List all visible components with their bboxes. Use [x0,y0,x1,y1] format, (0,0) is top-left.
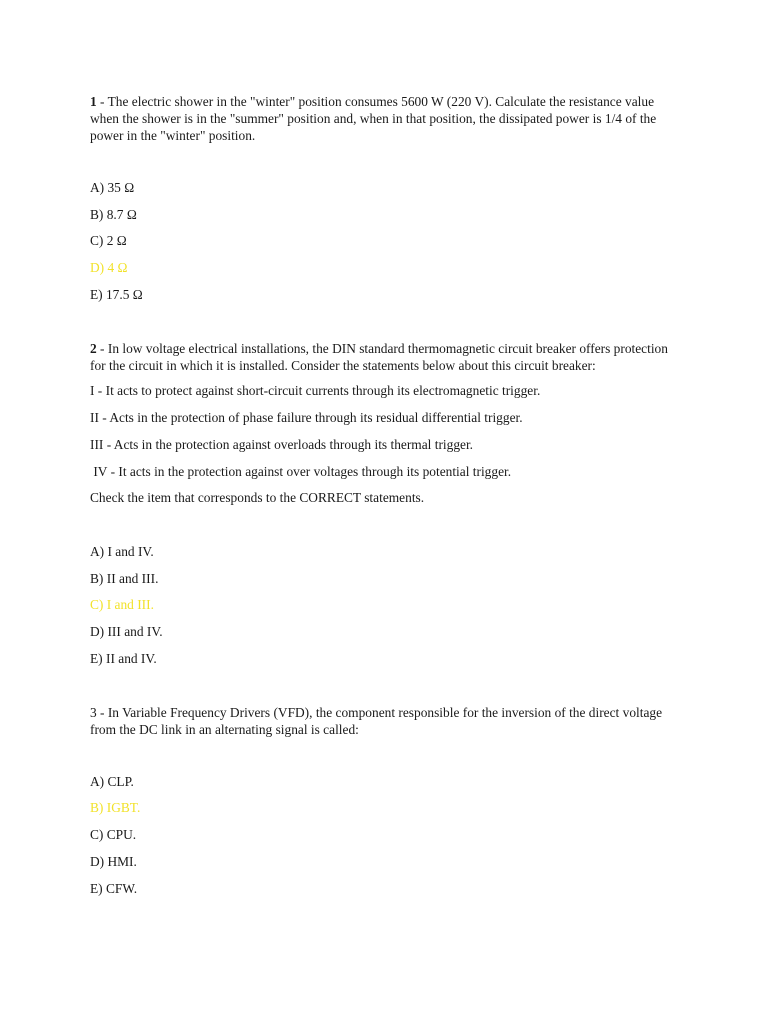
question-1-stem [90,93,680,144]
question-1-option-d-correct: D) 4 Ω [90,260,128,275]
question-2-statement-2: II - Acts in the protection of phase failure through its residual differential trigger. [90,410,523,425]
question-1-option-a: A) 35 Ω [90,180,135,195]
question-3-stem: 3 - In Variable Frequency Drivers (VFD), the component responsible for the inversion of the direct voltage from the DC link in an alternating signal is called: [90,705,663,737]
question-2-text: - In low voltage electrical installations, the DIN standard thermomagnetic circuit breaker offers protection for the circuit in which it is installed. Consider the statements below about this circuit breaker: [90,341,668,373]
question-3-option-e: E) CFW. [90,881,138,896]
question-2-option-a: A) I and IV. [90,544,154,559]
question-1-option-c: C) 2 Ω [90,233,127,248]
question-2-instruction: Check the item that corresponds to the CORRECT statements. [90,490,425,505]
question-2-option-e: E) II and IV. [90,651,157,666]
question-3-option-a: A) CLP. [90,774,134,789]
question-2-number: 2 [90,341,97,356]
question-3-option-d: D) HMI. [90,854,137,869]
question-2-statement-3: III - Acts in the protection against overloads through its thermal trigger. [90,437,474,452]
question-1-option-e: E) 17.5 Ω [90,287,143,302]
question-2-statement-4: IV - It acts in the protection against over voltages through its potential trigger. [90,464,512,479]
question-1-number: 1 [90,94,97,109]
question-3-option-b-correct: B) IGBT. [90,800,141,815]
question-1-option-b: B) 8.7 Ω [90,207,137,222]
question-2-option-b: B) II and III. [90,571,159,586]
question-2-stem [90,340,680,374]
question-2-option-d: D) III and IV. [90,624,163,639]
question-1-text: - The electric shower in the "winter" position consumes 5600 W (220 V). Calculate the resistance value when the shower is in the "summer" position and, when in that position, the dissipated power is 1/4 of the power in the "winter" position. [90,94,657,143]
question-2-option-c-correct: C) I and III. [90,597,154,612]
question-2-statement-1: I - It acts to protect against short-circuit currents through its electromagnetic trigger. [90,383,541,398]
question-3-option-c: C) CPU. [90,827,137,842]
